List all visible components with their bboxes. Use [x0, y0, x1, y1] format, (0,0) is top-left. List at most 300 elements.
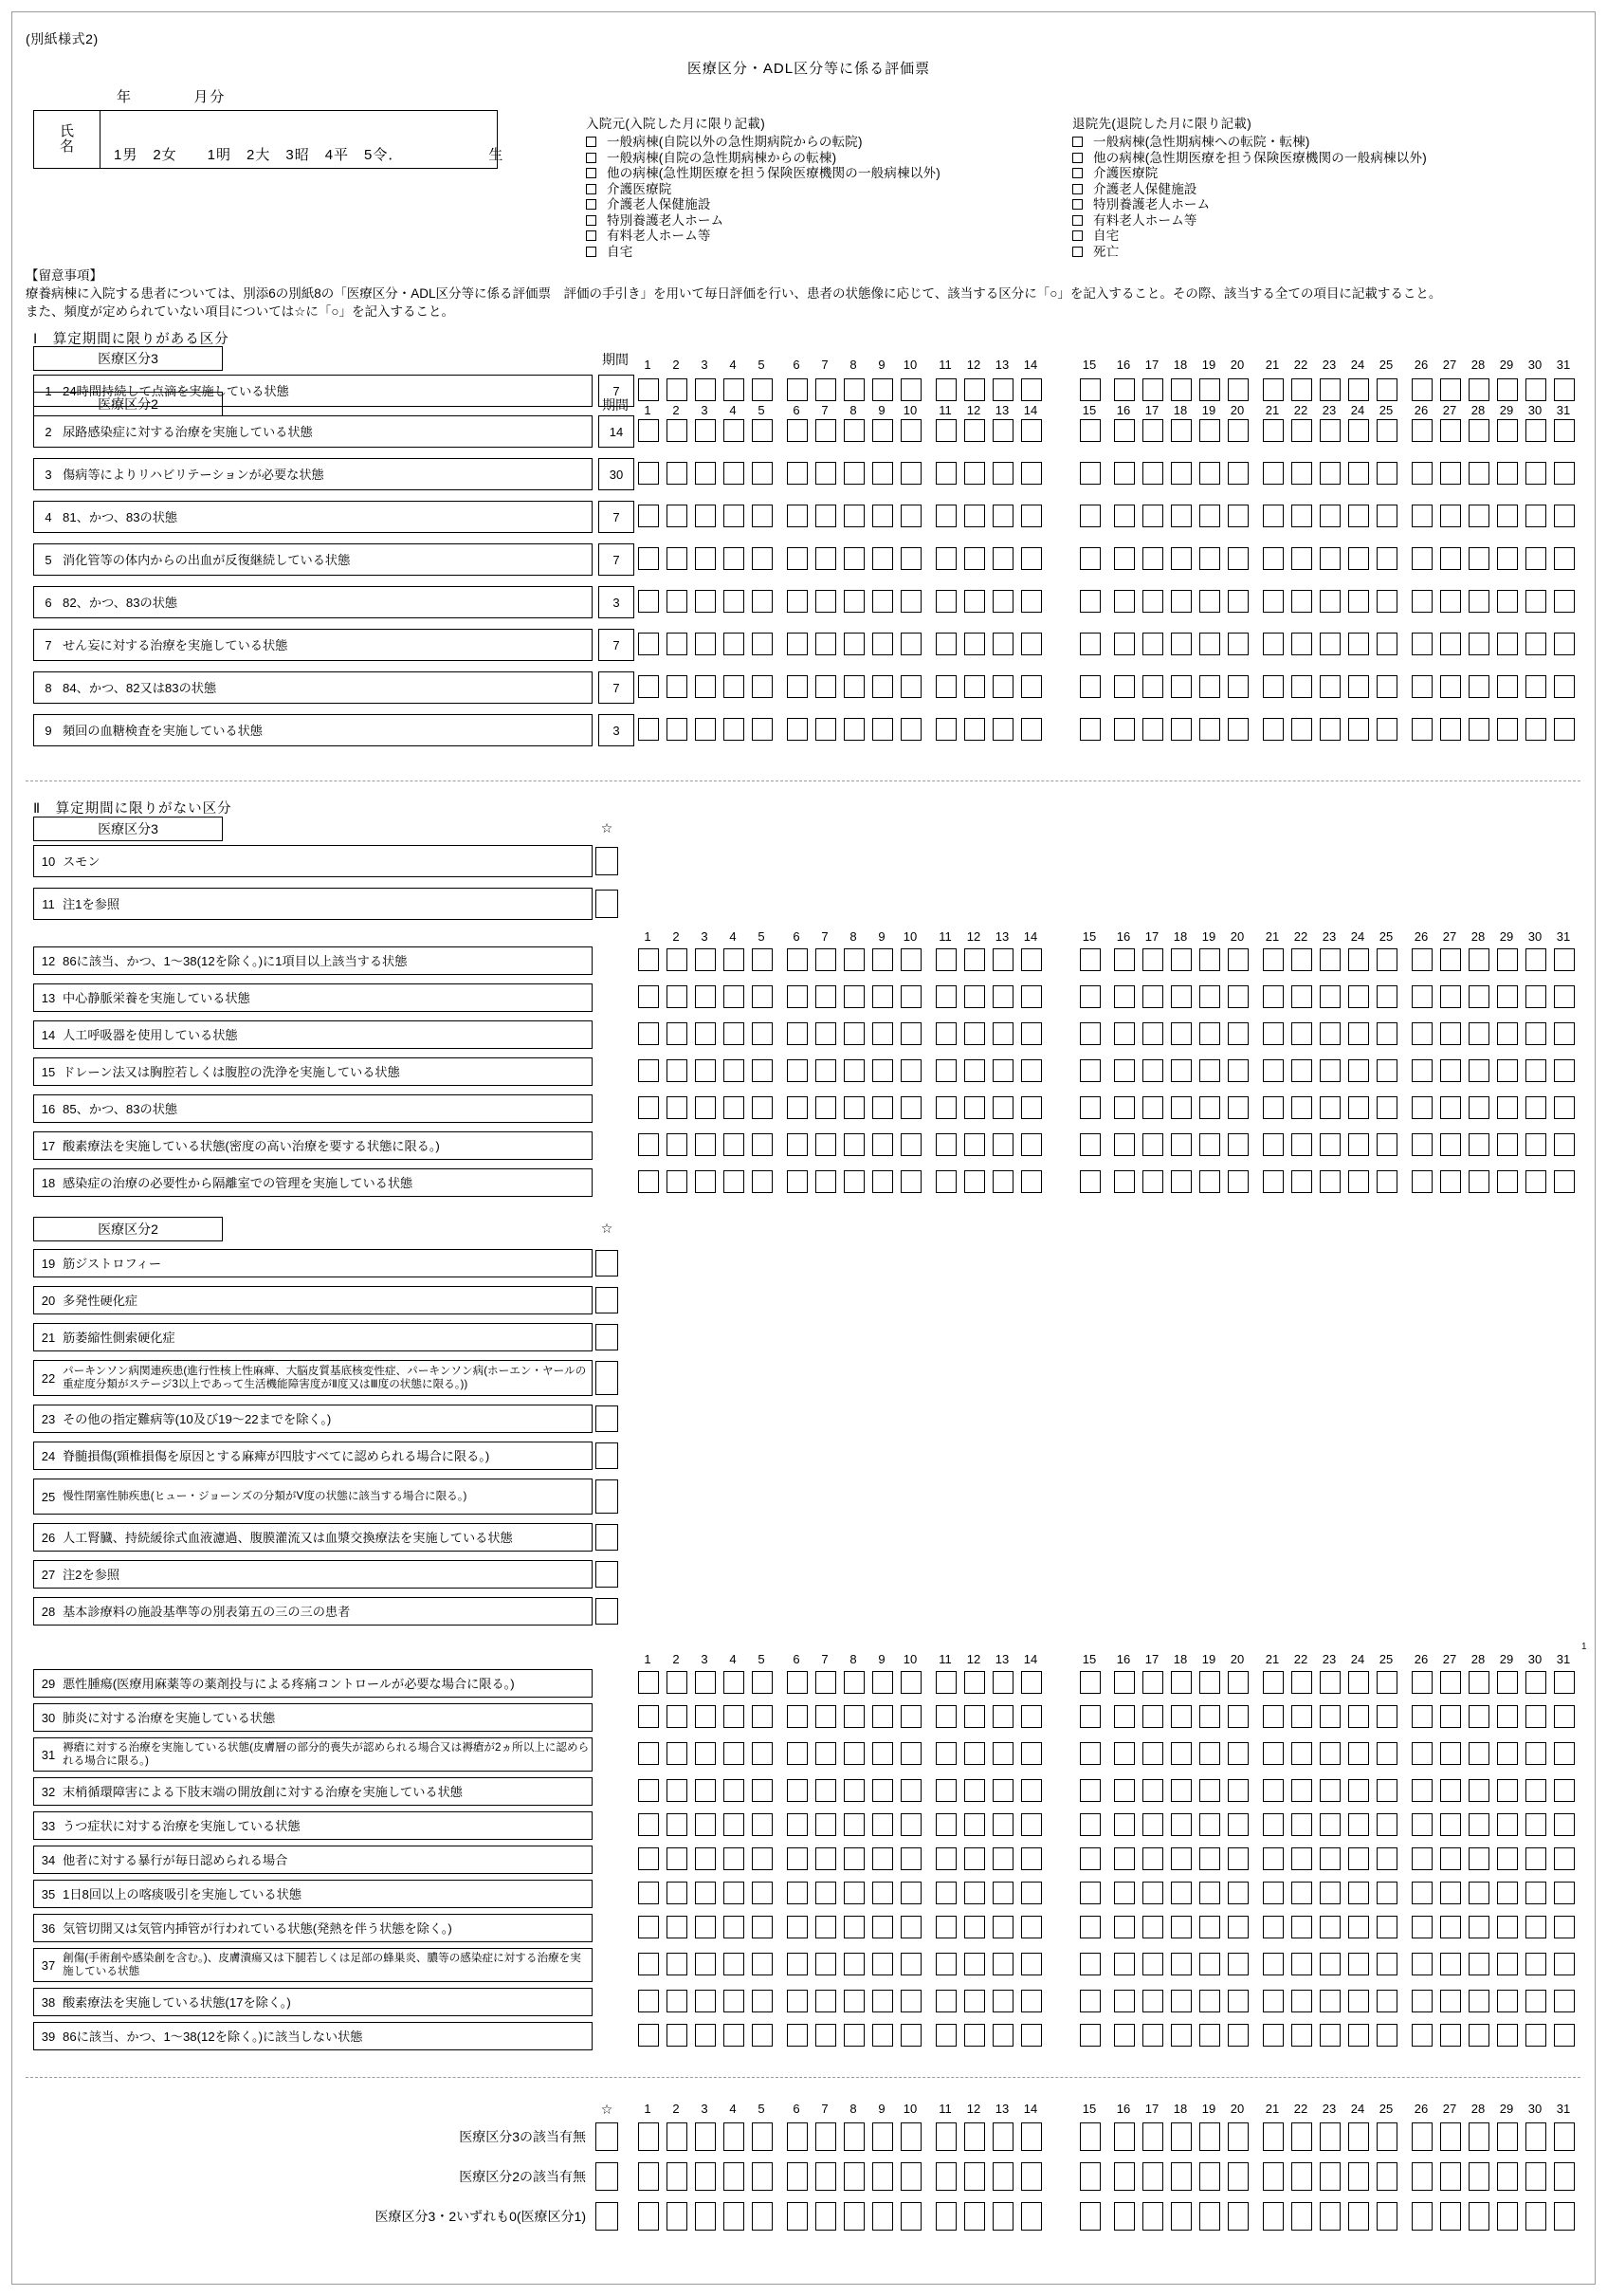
day-cell[interactable] [1114, 1096, 1135, 1119]
day-cell[interactable] [1142, 1059, 1163, 1082]
day-cell[interactable] [1320, 633, 1341, 655]
day-cell[interactable] [1171, 1882, 1192, 1904]
summary-day-cell[interactable] [667, 2162, 687, 2191]
day-cell[interactable] [1021, 1779, 1042, 1802]
day-cell[interactable] [667, 1813, 687, 1836]
day-cell[interactable] [1142, 1705, 1163, 1728]
day-cell[interactable] [964, 1705, 985, 1728]
day-cell[interactable] [1320, 1742, 1341, 1765]
day-cell[interactable] [787, 1953, 808, 1975]
day-cell[interactable] [667, 462, 687, 485]
day-cell[interactable] [1377, 1953, 1397, 1975]
day-cell[interactable] [1199, 633, 1220, 655]
day-cell[interactable] [1142, 1882, 1163, 1904]
day-cell[interactable] [815, 1990, 836, 2012]
day-cell[interactable] [1291, 419, 1312, 442]
day-cell[interactable] [723, 1170, 744, 1193]
day-cell[interactable] [723, 1096, 744, 1119]
day-cell[interactable] [1469, 1096, 1489, 1119]
day-cell[interactable] [993, 1916, 1014, 1938]
day-cell[interactable] [1199, 1096, 1220, 1119]
day-cell[interactable] [1554, 505, 1575, 527]
day-cell[interactable] [1412, 1170, 1433, 1193]
day-cell[interactable] [1440, 547, 1461, 570]
day-cell[interactable] [1199, 378, 1220, 401]
day-cell[interactable] [1497, 1705, 1518, 1728]
day-cell[interactable] [1199, 985, 1220, 1008]
summary-day-cell[interactable] [1554, 2122, 1575, 2151]
day-cell[interactable] [1291, 505, 1312, 527]
day-cell[interactable] [901, 948, 922, 971]
day-cell[interactable] [638, 675, 659, 698]
day-cell[interactable] [1412, 1953, 1433, 1975]
summary-day-cell[interactable] [1469, 2202, 1489, 2231]
day-cell[interactable] [638, 1133, 659, 1156]
day-cell[interactable] [993, 1990, 1014, 2012]
day-cell[interactable] [964, 1133, 985, 1156]
day-cell[interactable] [1228, 675, 1249, 698]
day-cell[interactable] [1497, 1847, 1518, 1870]
day-cell[interactable] [638, 1096, 659, 1119]
day-cell[interactable] [1142, 590, 1163, 613]
day-cell[interactable] [1199, 462, 1220, 485]
summary-day-cell[interactable] [1348, 2162, 1369, 2191]
day-cell[interactable] [752, 505, 773, 527]
day-cell[interactable] [695, 547, 716, 570]
day-cell[interactable] [1199, 419, 1220, 442]
day-cell[interactable] [1228, 1170, 1249, 1193]
day-cell[interactable] [872, 675, 893, 698]
day-cell[interactable] [1554, 1953, 1575, 1975]
day-cell[interactable] [815, 419, 836, 442]
day-cell[interactable] [695, 2024, 716, 2047]
day-cell[interactable] [1021, 1059, 1042, 1082]
day-cell[interactable] [1525, 1882, 1546, 1904]
summary-day-cell[interactable] [1348, 2202, 1369, 2231]
summary-day-cell[interactable] [964, 2122, 985, 2151]
day-cell[interactable] [667, 675, 687, 698]
day-cell[interactable] [1525, 1671, 1546, 1694]
summary-day-cell[interactable] [1320, 2162, 1341, 2191]
day-cell[interactable] [1080, 948, 1101, 971]
day-cell[interactable] [936, 2024, 957, 2047]
day-cell[interactable] [815, 2024, 836, 2047]
day-cell[interactable] [1114, 1059, 1135, 1082]
day-cell[interactable] [1114, 505, 1135, 527]
summary-day-cell[interactable] [1291, 2122, 1312, 2151]
day-cell[interactable] [787, 1705, 808, 1728]
day-cell[interactable] [695, 590, 716, 613]
day-cell[interactable] [1440, 718, 1461, 741]
day-cell[interactable] [1263, 1022, 1284, 1045]
day-cell[interactable] [1228, 1813, 1249, 1836]
day-cell[interactable] [872, 378, 893, 401]
day-cell[interactable] [901, 1990, 922, 2012]
day-cell[interactable] [1348, 1882, 1369, 1904]
day-cell[interactable] [993, 2024, 1014, 2047]
day-cell[interactable] [1199, 1059, 1220, 1082]
day-cell[interactable] [901, 718, 922, 741]
summary-day-cell[interactable] [993, 2122, 1014, 2151]
summary-day-cell[interactable] [1199, 2202, 1220, 2231]
day-cell[interactable] [1263, 462, 1284, 485]
day-cell[interactable] [695, 419, 716, 442]
day-cell[interactable] [964, 675, 985, 698]
day-cell[interactable] [1377, 633, 1397, 655]
day-cell[interactable] [964, 1022, 985, 1045]
day-cell[interactable] [1440, 1170, 1461, 1193]
star-cell[interactable] [595, 890, 618, 918]
day-cell[interactable] [1497, 1170, 1518, 1193]
day-cell[interactable] [872, 1882, 893, 1904]
day-cell[interactable] [815, 1705, 836, 1728]
day-cell[interactable] [964, 1882, 985, 1904]
day-cell[interactable] [667, 985, 687, 1008]
day-cell[interactable] [872, 419, 893, 442]
day-cell[interactable] [1263, 590, 1284, 613]
day-cell[interactable] [1228, 2024, 1249, 2047]
day-cell[interactable] [1440, 675, 1461, 698]
day-cell[interactable] [815, 675, 836, 698]
day-cell[interactable] [993, 1705, 1014, 1728]
day-cell[interactable] [1525, 505, 1546, 527]
day-cell[interactable] [1348, 547, 1369, 570]
day-cell[interactable] [787, 718, 808, 741]
summary-day-cell[interactable] [901, 2162, 922, 2191]
day-cell[interactable] [1080, 985, 1101, 1008]
day-cell[interactable] [1469, 948, 1489, 971]
day-cell[interactable] [1412, 462, 1433, 485]
day-cell[interactable] [993, 1170, 1014, 1193]
day-cell[interactable] [1377, 590, 1397, 613]
day-cell[interactable] [1525, 1170, 1546, 1193]
day-cell[interactable] [1497, 505, 1518, 527]
day-cell[interactable] [1469, 675, 1489, 698]
day-cell[interactable] [1348, 1096, 1369, 1119]
day-cell[interactable] [1348, 419, 1369, 442]
day-cell[interactable] [638, 462, 659, 485]
summary-day-cell[interactable] [1263, 2162, 1284, 2191]
day-cell[interactable] [1497, 1671, 1518, 1694]
day-cell[interactable] [1291, 2024, 1312, 2047]
day-cell[interactable] [1080, 1847, 1101, 1870]
day-cell[interactable] [901, 1916, 922, 1938]
day-cell[interactable] [1114, 1953, 1135, 1975]
day-cell[interactable] [1080, 1990, 1101, 2012]
day-cell[interactable] [1497, 633, 1518, 655]
day-cell[interactable] [1114, 419, 1135, 442]
day-cell[interactable] [1320, 590, 1341, 613]
star-cell[interactable] [595, 1442, 618, 1469]
day-cell[interactable] [1080, 633, 1101, 655]
summary-day-cell[interactable] [815, 2202, 836, 2231]
summary-day-cell[interactable] [936, 2122, 957, 2151]
day-cell[interactable] [901, 985, 922, 1008]
day-cell[interactable] [1469, 1990, 1489, 2012]
discharge-option-5[interactable] [1072, 197, 1427, 213]
day-cell[interactable] [1377, 1170, 1397, 1193]
summary-day-cell[interactable] [1412, 2162, 1433, 2191]
day-cell[interactable] [1554, 1742, 1575, 1765]
summary-day-cell[interactable] [1525, 2202, 1546, 2231]
day-cell[interactable] [1142, 1990, 1163, 2012]
day-cell[interactable] [815, 1916, 836, 1938]
day-cell[interactable] [752, 718, 773, 741]
day-cell[interactable] [815, 1133, 836, 1156]
day-cell[interactable] [993, 948, 1014, 971]
day-cell[interactable] [667, 1953, 687, 1975]
day-cell[interactable] [872, 505, 893, 527]
summary-day-cell[interactable] [752, 2202, 773, 2231]
day-cell[interactable] [1080, 1133, 1101, 1156]
day-cell[interactable] [964, 633, 985, 655]
day-cell[interactable] [993, 590, 1014, 613]
day-cell[interactable] [787, 462, 808, 485]
day-cell[interactable] [1377, 419, 1397, 442]
star-cell[interactable] [595, 847, 618, 875]
day-cell[interactable] [1171, 378, 1192, 401]
day-cell[interactable] [1263, 1847, 1284, 1870]
day-cell[interactable] [936, 505, 957, 527]
day-cell[interactable] [1199, 2024, 1220, 2047]
day-cell[interactable] [1080, 1671, 1101, 1694]
day-cell[interactable] [752, 1847, 773, 1870]
day-cell[interactable] [1199, 590, 1220, 613]
day-cell[interactable] [1114, 1882, 1135, 1904]
day-cell[interactable] [695, 1916, 716, 1938]
day-cell[interactable] [1525, 1022, 1546, 1045]
checkbox-icon[interactable] [586, 199, 596, 210]
day-cell[interactable] [1412, 1882, 1433, 1904]
summary-day-cell[interactable] [667, 2202, 687, 2231]
day-cell[interactable] [1525, 1133, 1546, 1156]
day-cell[interactable] [667, 1742, 687, 1765]
day-cell[interactable] [1320, 1022, 1341, 1045]
day-cell[interactable] [993, 1953, 1014, 1975]
day-cell[interactable] [695, 1022, 716, 1045]
day-cell[interactable] [695, 1953, 716, 1975]
day-cell[interactable] [1440, 1990, 1461, 2012]
day-cell[interactable] [1021, 1813, 1042, 1836]
day-cell[interactable] [1320, 547, 1341, 570]
day-cell[interactable] [752, 985, 773, 1008]
day-cell[interactable] [936, 633, 957, 655]
day-cell[interactable] [964, 1813, 985, 1836]
summary-day-cell[interactable] [695, 2122, 716, 2151]
day-cell[interactable] [1228, 633, 1249, 655]
summary-star-cell[interactable] [595, 2202, 618, 2231]
day-cell[interactable] [844, 1705, 865, 1728]
name-input-area[interactable] [100, 111, 504, 168]
summary-day-cell[interactable] [1377, 2162, 1397, 2191]
day-cell[interactable] [723, 1882, 744, 1904]
day-cell[interactable] [667, 1847, 687, 1870]
discharge-option-8[interactable] [1072, 245, 1427, 261]
day-cell[interactable] [1377, 985, 1397, 1008]
day-cell[interactable] [1469, 1022, 1489, 1045]
summary-day-cell[interactable] [1142, 2202, 1163, 2231]
day-cell[interactable] [1021, 1847, 1042, 1870]
day-cell[interactable] [1497, 1813, 1518, 1836]
day-cell[interactable] [901, 675, 922, 698]
day-cell[interactable] [1171, 590, 1192, 613]
day-cell[interactable] [1263, 1953, 1284, 1975]
day-cell[interactable] [1348, 985, 1369, 1008]
day-cell[interactable] [964, 462, 985, 485]
day-cell[interactable] [964, 1059, 985, 1082]
day-cell[interactable] [901, 1742, 922, 1765]
checkbox-icon[interactable] [586, 168, 596, 178]
day-cell[interactable] [1525, 547, 1546, 570]
summary-day-cell[interactable] [1377, 2202, 1397, 2231]
day-cell[interactable] [1469, 2024, 1489, 2047]
day-cell[interactable] [1412, 590, 1433, 613]
day-cell[interactable] [667, 2024, 687, 2047]
day-cell[interactable] [1377, 1133, 1397, 1156]
day-cell[interactable] [1525, 1742, 1546, 1765]
checkbox-icon[interactable] [1072, 153, 1083, 163]
day-cell[interactable] [1497, 1133, 1518, 1156]
day-cell[interactable] [1228, 462, 1249, 485]
day-cell[interactable] [1497, 1742, 1518, 1765]
day-cell[interactable] [667, 1916, 687, 1938]
day-cell[interactable] [1021, 1133, 1042, 1156]
day-cell[interactable] [1554, 718, 1575, 741]
day-cell[interactable] [1080, 2024, 1101, 2047]
admission-option-5[interactable] [586, 197, 940, 213]
day-cell[interactable] [1171, 462, 1192, 485]
day-cell[interactable] [1554, 462, 1575, 485]
day-cell[interactable] [1320, 1779, 1341, 1802]
day-cell[interactable] [695, 675, 716, 698]
day-cell[interactable] [1021, 1705, 1042, 1728]
checkbox-icon[interactable] [1072, 247, 1083, 257]
summary-star-cell[interactable] [595, 2162, 618, 2191]
day-cell[interactable] [1348, 1813, 1369, 1836]
day-cell[interactable] [1021, 1170, 1042, 1193]
day-cell[interactable] [787, 419, 808, 442]
day-cell[interactable] [695, 1170, 716, 1193]
day-cell[interactable] [1525, 1779, 1546, 1802]
day-cell[interactable] [638, 2024, 659, 2047]
summary-day-cell[interactable] [1114, 2122, 1135, 2151]
day-cell[interactable] [1554, 985, 1575, 1008]
day-cell[interactable] [936, 985, 957, 1008]
summary-day-cell[interactable] [667, 2122, 687, 2151]
day-cell[interactable] [1291, 1133, 1312, 1156]
day-cell[interactable] [787, 1170, 808, 1193]
day-cell[interactable] [752, 1916, 773, 1938]
day-cell[interactable] [638, 1990, 659, 2012]
day-cell[interactable] [1171, 1170, 1192, 1193]
summary-day-cell[interactable] [1142, 2122, 1163, 2151]
day-cell[interactable] [1348, 1990, 1369, 2012]
day-cell[interactable] [1263, 1096, 1284, 1119]
day-cell[interactable] [1080, 1813, 1101, 1836]
day-cell[interactable] [1142, 1671, 1163, 1694]
day-cell[interactable] [1114, 1779, 1135, 1802]
day-cell[interactable] [844, 2024, 865, 2047]
day-cell[interactable] [1291, 1779, 1312, 1802]
day-cell[interactable] [1291, 1671, 1312, 1694]
star-cell[interactable] [595, 1479, 618, 1514]
day-cell[interactable] [1228, 1705, 1249, 1728]
summary-day-cell[interactable] [787, 2162, 808, 2191]
day-cell[interactable] [667, 547, 687, 570]
day-cell[interactable] [993, 505, 1014, 527]
day-cell[interactable] [1440, 1742, 1461, 1765]
day-cell[interactable] [695, 1742, 716, 1765]
day-cell[interactable] [1377, 718, 1397, 741]
day-cell[interactable] [1114, 633, 1135, 655]
day-cell[interactable] [844, 718, 865, 741]
day-cell[interactable] [936, 1133, 957, 1156]
day-cell[interactable] [1525, 1813, 1546, 1836]
day-cell[interactable] [638, 1813, 659, 1836]
day-cell[interactable] [1263, 547, 1284, 570]
day-cell[interactable] [695, 1813, 716, 1836]
day-cell[interactable] [993, 1022, 1014, 1045]
day-cell[interactable] [993, 462, 1014, 485]
day-cell[interactable] [752, 1022, 773, 1045]
discharge-option-7[interactable] [1072, 229, 1427, 245]
day-cell[interactable] [752, 378, 773, 401]
day-cell[interactable] [936, 547, 957, 570]
day-cell[interactable] [964, 1916, 985, 1938]
day-cell[interactable] [872, 1916, 893, 1938]
day-cell[interactable] [787, 1847, 808, 1870]
day-cell[interactable] [1497, 2024, 1518, 2047]
day-cell[interactable] [1469, 462, 1489, 485]
day-cell[interactable] [815, 505, 836, 527]
day-cell[interactable] [1291, 633, 1312, 655]
day-cell[interactable] [815, 633, 836, 655]
day-cell[interactable] [1291, 462, 1312, 485]
day-cell[interactable] [815, 1096, 836, 1119]
day-cell[interactable] [1469, 1170, 1489, 1193]
day-cell[interactable] [993, 1059, 1014, 1082]
day-cell[interactable] [723, 948, 744, 971]
day-cell[interactable] [936, 1813, 957, 1836]
day-cell[interactable] [993, 718, 1014, 741]
day-cell[interactable] [815, 462, 836, 485]
day-cell[interactable] [872, 633, 893, 655]
day-cell[interactable] [638, 985, 659, 1008]
day-cell[interactable] [1199, 1847, 1220, 1870]
day-cell[interactable] [1171, 1779, 1192, 1802]
admission-option-1[interactable] [586, 135, 940, 151]
day-cell[interactable] [638, 1847, 659, 1870]
day-cell[interactable] [1377, 1916, 1397, 1938]
day-cell[interactable] [1080, 419, 1101, 442]
day-cell[interactable] [752, 1742, 773, 1765]
day-cell[interactable] [1440, 1133, 1461, 1156]
day-cell[interactable] [844, 1022, 865, 1045]
day-cell[interactable] [723, 1059, 744, 1082]
day-cell[interactable] [1080, 1742, 1101, 1765]
day-cell[interactable] [1142, 633, 1163, 655]
summary-day-cell[interactable] [1171, 2162, 1192, 2191]
day-cell[interactable] [1497, 1882, 1518, 1904]
day-cell[interactable] [1171, 1096, 1192, 1119]
summary-day-cell[interactable] [1525, 2122, 1546, 2151]
day-cell[interactable] [1080, 505, 1101, 527]
day-cell[interactable] [1021, 505, 1042, 527]
day-cell[interactable] [638, 948, 659, 971]
day-cell[interactable] [752, 1059, 773, 1082]
day-cell[interactable] [1554, 590, 1575, 613]
day-cell[interactable] [1469, 1059, 1489, 1082]
